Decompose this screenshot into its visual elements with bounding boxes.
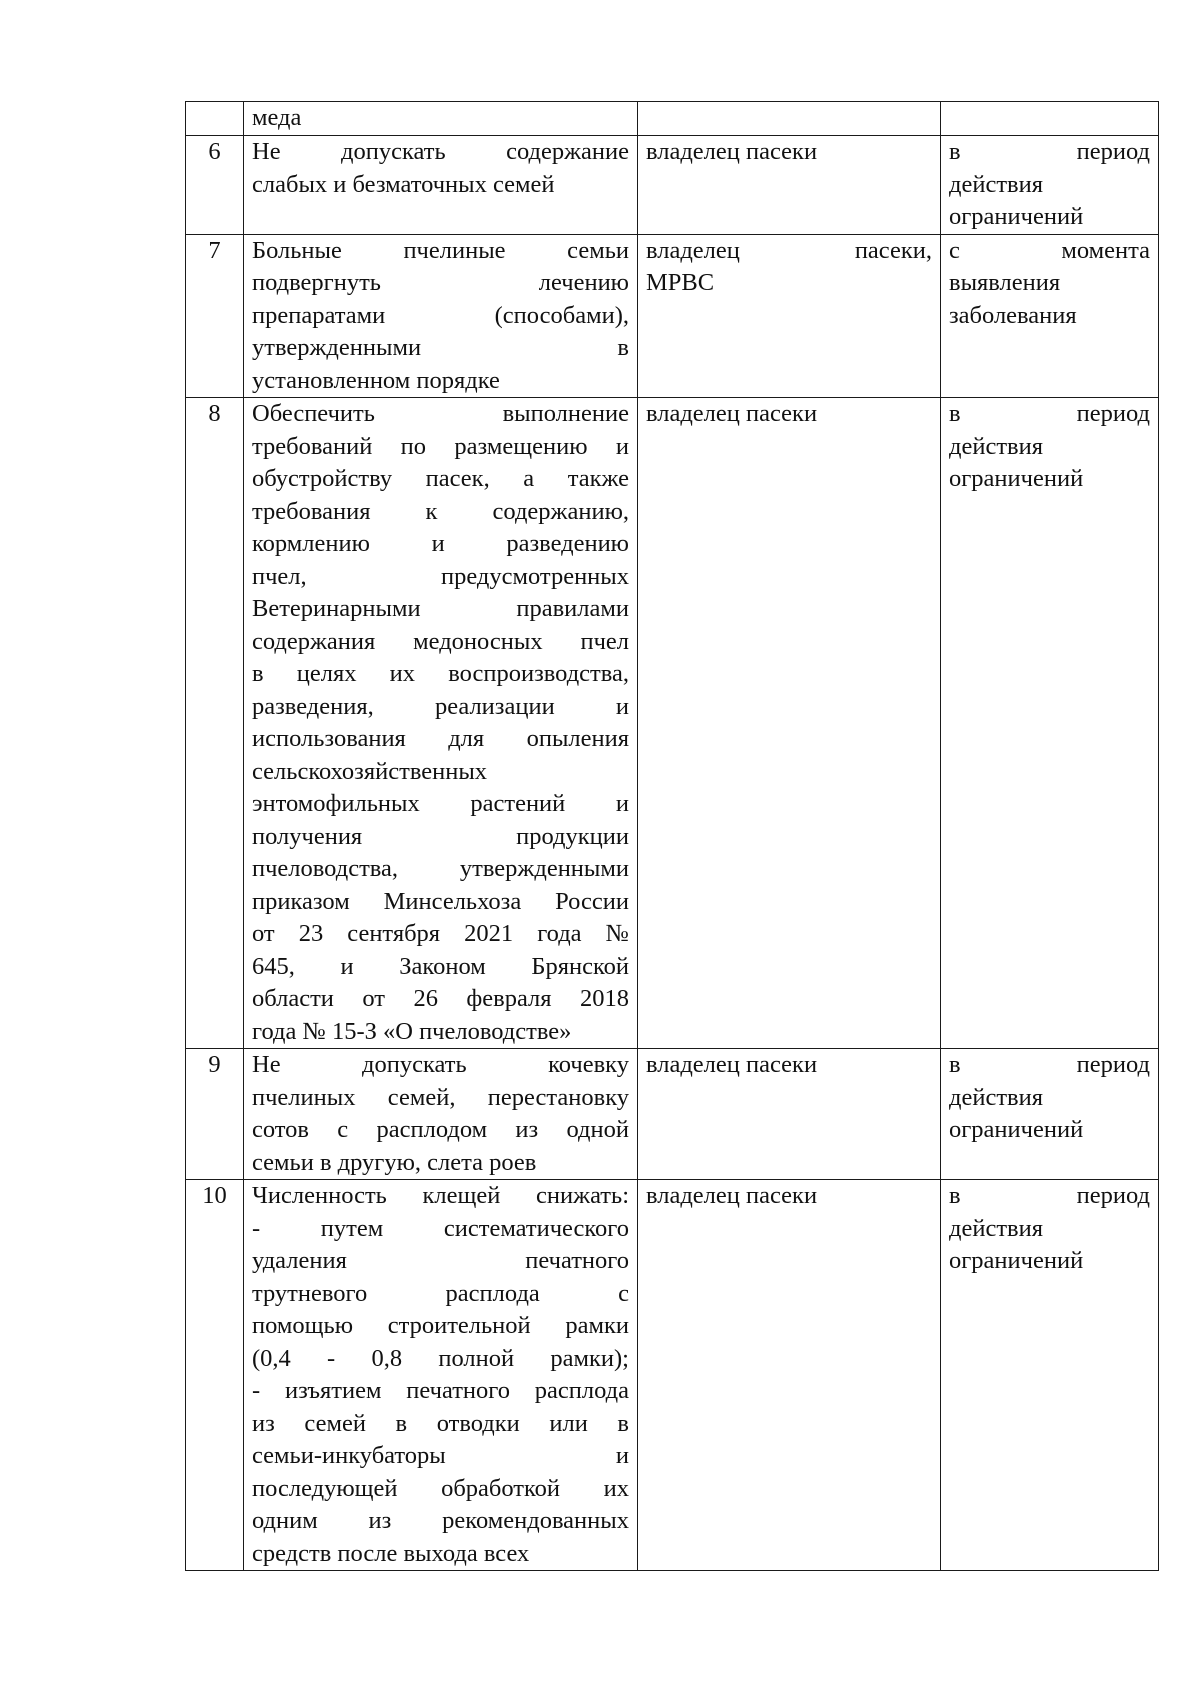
action-cell [244,234,638,398]
responsible-cell [638,102,941,136]
action-line: меда [252,104,302,131]
table-row [186,1180,1159,1571]
action-line: (0,4 - 0,8 полной рамки); [252,1344,629,1372]
term-line: действия [949,1083,1043,1111]
responsible-cell [638,398,941,1049]
row-number-cell: 10 [186,1180,244,1571]
action-line: в целях их воспроизводства, [252,660,629,687]
term-cell [941,234,1159,398]
action-line: трутневого расплода с [252,1279,629,1307]
action-line: содержания медоносных пчел [252,627,629,655]
responsible-line: владелец пасеки [646,400,818,427]
action-cell [244,1049,638,1180]
action-line: Обеспечить выполнение [252,400,629,427]
term-line: выявления [949,269,1061,296]
action-cell [244,1180,638,1571]
row-number-cell: 6 [186,136,244,235]
action-line: получения продукции [252,822,629,850]
action-line: семьи в другую, слета роев [252,1148,537,1176]
term-line: ограничений [949,203,1084,230]
action-line: обустройству пасек, а также [252,465,629,492]
term-line: ограничений [949,1247,1084,1274]
action-line: Не допускать содержание [252,138,629,165]
term-cell [941,1180,1159,1571]
responsible-line: владелец пасеки [646,1182,818,1209]
row-number-cell [186,102,244,136]
action-line: области от 26 февраля 2018 [252,985,629,1012]
responsible-line: владелец пасеки [646,138,818,165]
responsible-line: владелец пасеки [646,1051,818,1078]
action-line: - путем систематического [252,1214,629,1242]
term-line: действия [949,170,1043,198]
action-line: удаления печатного [252,1247,629,1274]
responsible-cell [638,1180,941,1571]
action-line: средств после выхода всех [252,1539,530,1567]
table-row [186,102,1159,136]
measures-table [185,101,1159,1571]
action-line: года № 15-З «О пчеловодстве» [252,1017,572,1045]
action-line: из семей в отводки или в [252,1409,629,1437]
action-line: требования к содержанию, [252,497,629,525]
action-line: разведения, реализации и [252,692,629,720]
action-line: семьи-инкубаторы и [252,1442,629,1469]
action-line: использования для опыления [252,725,629,752]
action-line: подвергнуть лечению [252,269,629,296]
table-row [186,1049,1159,1180]
action-cell [244,398,638,1049]
term-cell [941,1049,1159,1180]
action-line: приказом Минсельхоза России [252,887,629,915]
action-line: требований по размещению и [252,432,629,460]
responsible-cell [638,234,941,398]
term-cell [941,398,1159,1049]
action-line: пчелиных семей, перестановку [252,1083,629,1111]
action-line: Не допускать кочевку [252,1051,629,1078]
action-line: пчел, предусмотренных [252,562,629,590]
responsible-cell [638,1049,941,1180]
term-line: в период [949,138,1150,165]
action-line: 645, и Законом Брянской [252,952,629,980]
action-line: слабых и безматочных семей [252,170,555,198]
action-line: кормлению и разведению [252,530,629,557]
action-line: - изъятием печатного расплода [252,1377,629,1404]
term-line: в период [949,400,1150,427]
term-line: с момента [949,236,1150,264]
action-cell [244,102,638,136]
table-row [186,398,1159,1049]
term-cell [941,102,1159,136]
term-line: заболевания [949,301,1077,329]
term-line: в период [949,1182,1150,1209]
action-line: сотов с расплодом из одной [252,1116,629,1143]
action-line: Больные пчелиные семьи [252,236,629,264]
row-number-cell: 7 [186,234,244,398]
action-line: утвержденными в [252,334,629,361]
action-line: сельскохозяйственных [252,757,488,785]
action-line: Ветеринарными правилами [252,595,629,622]
action-line: помощью строительной рамки [252,1312,629,1339]
table-row [186,136,1159,235]
table-row [186,234,1159,398]
responsible-line: МРВС [646,269,715,296]
action-line: последующей обработкой их [252,1474,629,1502]
action-cell [244,136,638,235]
term-line: действия [949,1214,1043,1242]
row-number-cell: 8 [186,398,244,1049]
term-line: ограничений [949,1116,1084,1143]
action-line: установленном порядке [252,366,500,394]
action-line: одним из рекомендованных [252,1507,629,1534]
term-cell [941,136,1159,235]
action-line: препаратами (способами), [252,301,629,329]
term-line: в период [949,1051,1150,1078]
responsible-cell [638,136,941,235]
measures-table-body [186,102,1159,1571]
row-number-cell: 9 [186,1049,244,1180]
action-line: пчеловодства, утвержденными [252,855,629,882]
action-line: энтомофильных растений и [252,790,629,817]
responsible-line: владелец пасеки, [646,236,932,264]
action-line: Численность клещей снижать: [252,1182,629,1209]
term-line: ограничений [949,465,1084,492]
term-line: действия [949,432,1043,460]
action-line: от 23 сентября 2021 года № [252,920,629,947]
